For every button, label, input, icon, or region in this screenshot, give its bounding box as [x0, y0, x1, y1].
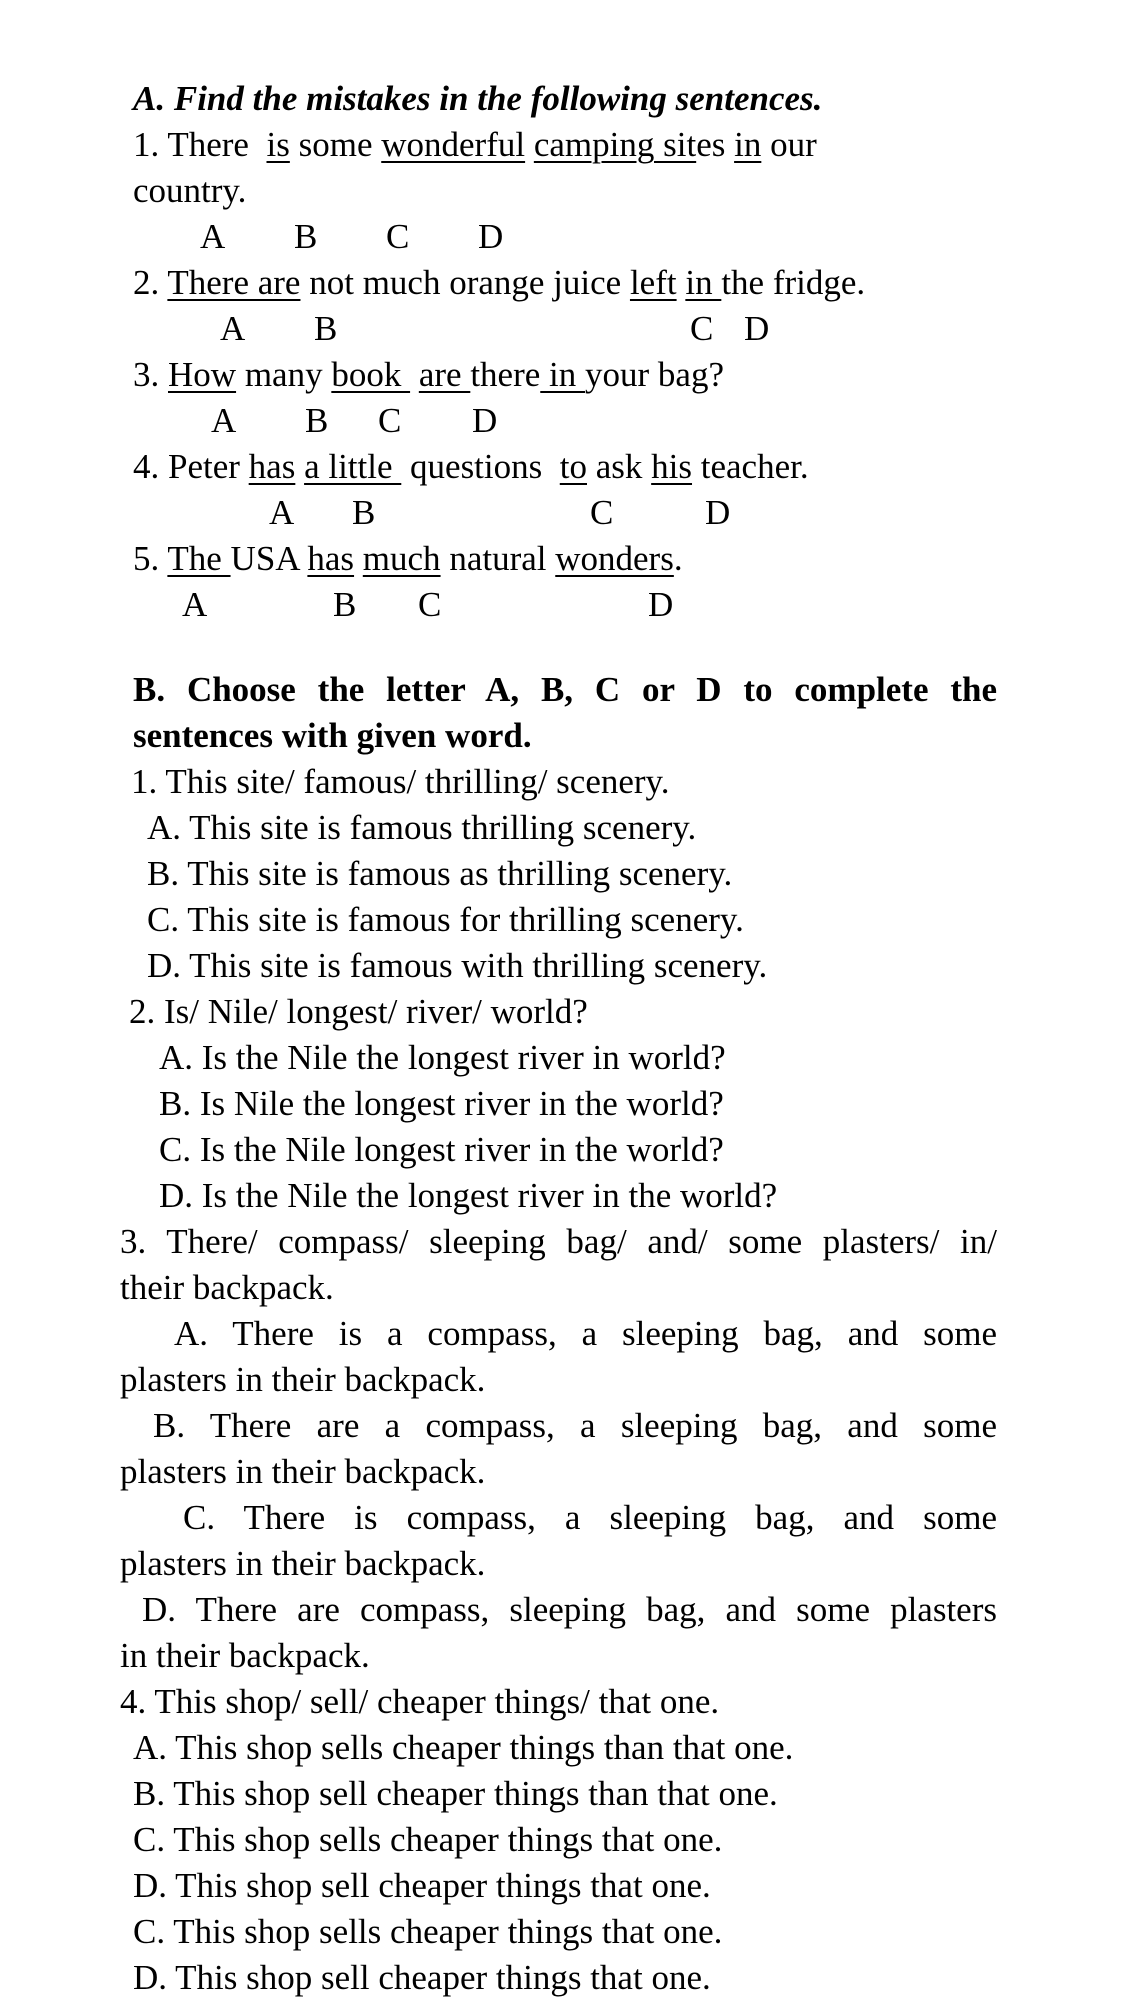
label-d: D [478, 217, 504, 256]
b-question-2-option-b: B. Is Nile the longest river in the world? [159, 1084, 724, 1123]
q-text [410, 355, 419, 394]
section-a-heading: A. Find the mistakes in the following sentences. [133, 79, 823, 118]
q-text: USA [230, 539, 308, 578]
label-b: B [294, 217, 318, 256]
q-text: not much orange juice [300, 263, 630, 302]
label-c: C [386, 217, 410, 256]
option-c-underline: are [418, 355, 471, 394]
label-a: A [211, 401, 237, 440]
option-c-underline: much [362, 539, 441, 578]
label-a: A [269, 493, 295, 532]
label-b: B [314, 309, 338, 348]
q-text [525, 125, 534, 164]
label-a: A [182, 585, 208, 624]
b-question-4-option-d-repeat: D. This shop sell cheaper things that one. [133, 1958, 711, 1997]
q-text: the fridge. [721, 263, 866, 302]
label-a: A [220, 309, 246, 348]
label-d: D [705, 493, 731, 532]
b-question-3-option-c-continued: plasters in their backpack. [120, 1544, 486, 1583]
q-text: 1. There [133, 125, 258, 164]
b-question-3-option-b-continued: plasters in their backpack. [120, 1452, 486, 1491]
option-ab-underline: There are [167, 263, 301, 302]
q-text: natural [440, 539, 556, 578]
q-text: there [470, 355, 541, 394]
label-c: C [690, 309, 714, 348]
b-question-1-prompt: 1. This site/ famous/ thrilling/ scenery. [131, 762, 670, 801]
label-c: C [418, 585, 442, 624]
b-question-3-prompt-continued: their backpack. [120, 1268, 334, 1307]
option-b-underline: wonderful [381, 125, 526, 164]
option-a-underline: has [248, 447, 296, 486]
option-c-underline: left [629, 263, 677, 302]
b-question-3-option-c: C. There is compass, a sleeping bag, and some [183, 1498, 997, 1537]
q-text: . [673, 539, 683, 578]
b-question-4-option-d: D. This shop sell cheaper things that one. [133, 1866, 711, 1905]
a-question-1 [133, 122, 817, 168]
q-text: many [236, 355, 332, 394]
label-d: D [472, 401, 498, 440]
option-d-underline: his [651, 447, 693, 486]
label-d: D [648, 585, 674, 624]
q-text: some [289, 125, 382, 164]
b-question-4-option-b: B. This shop sell cheaper things than that one. [133, 1774, 778, 1813]
a-question-1-continued: country. [133, 171, 247, 210]
option-b-underline: a little [304, 447, 402, 486]
b-question-4-option-c-repeat: C. This shop sells cheaper things that one. [133, 1912, 723, 1951]
option-a-underline: How [168, 355, 237, 394]
label-a: A [200, 217, 226, 256]
a-question-2 [133, 260, 865, 306]
b-question-2-option-c: C. Is the Nile longest river in the world? [159, 1130, 724, 1169]
b-question-1-option-c: C. This site is famous for thrilling scenery. [147, 900, 744, 939]
section-b-heading: B. Choose the letter A, B, C or D to complete the [133, 670, 997, 709]
q-text: 5. [133, 539, 168, 578]
q-text: 2. [133, 263, 168, 302]
b-question-4-prompt: 4. This shop/ sell/ cheaper things/ that one. [120, 1682, 720, 1721]
label-b: B [333, 585, 357, 624]
q-text: questions [401, 447, 560, 486]
b-question-3-option-d-continued: in their backpack. [120, 1636, 370, 1675]
option-c-underline: camping sit [533, 125, 697, 164]
option-a-underline: The [167, 539, 231, 578]
option-d-underline: wonders [555, 539, 674, 578]
q-text: our [761, 125, 817, 164]
section-b-heading-continued: sentences with given word. [133, 716, 532, 755]
a-question-3 [133, 352, 724, 398]
q-text [354, 539, 363, 578]
b-question-1-option-b: B. This site is famous as thrilling scenery. [147, 854, 733, 893]
b-question-2-option-a: A. Is the Nile the longest river in world? [159, 1038, 726, 1077]
b-question-2-prompt: 2. Is/ Nile/ longest/ river/ world? [129, 992, 588, 1031]
label-b: B [305, 401, 329, 440]
label-c: C [590, 493, 614, 532]
a-question-4 [133, 444, 809, 490]
label-c: C [378, 401, 402, 440]
option-d-underline: in [685, 263, 722, 302]
b-question-3-option-b: B. There are a compass, a sleeping bag, and some [153, 1406, 997, 1445]
q-text [295, 447, 304, 486]
q-text: ask [587, 447, 652, 486]
b-question-2-option-d: D. Is the Nile the longest river in the world? [159, 1176, 778, 1215]
option-d-underline: in [540, 355, 585, 394]
q-text: es [696, 125, 735, 164]
b-question-3-prompt: 3. There/ compass/ sleeping bag/ and/ some plasters/ in/ [120, 1222, 997, 1261]
label-d: D [744, 309, 770, 348]
q-text: 4. Peter [133, 447, 249, 486]
b-question-3-option-a: A. There is a compass, a sleeping bag, and some [174, 1314, 997, 1353]
b-question-1-option-a: A. This site is famous thrilling scenery. [147, 808, 697, 847]
q-text: 3. [133, 355, 168, 394]
q-text: teacher. [692, 447, 809, 486]
b-question-1-option-d: D. This site is famous with thrilling scenery. [147, 946, 768, 985]
b-question-3-option-a-continued: plasters in their backpack. [120, 1360, 486, 1399]
option-d-underline: in [734, 125, 762, 164]
option-a-underline: is [266, 125, 290, 164]
b-question-4-option-a: A. This shop sells cheaper things than that one. [133, 1728, 794, 1767]
option-b-underline: book [331, 355, 411, 394]
label-b: B [352, 493, 376, 532]
option-b-underline: has [307, 539, 355, 578]
b-question-3-option-d: D. There are compass, sleeping bag, and some plasters [142, 1590, 997, 1629]
a-question-5 [133, 536, 683, 582]
b-question-4-option-c: C. This shop sells cheaper things that one. [133, 1820, 723, 1859]
q-text: your bag? [585, 355, 724, 394]
option-c-underline: to [559, 447, 587, 486]
